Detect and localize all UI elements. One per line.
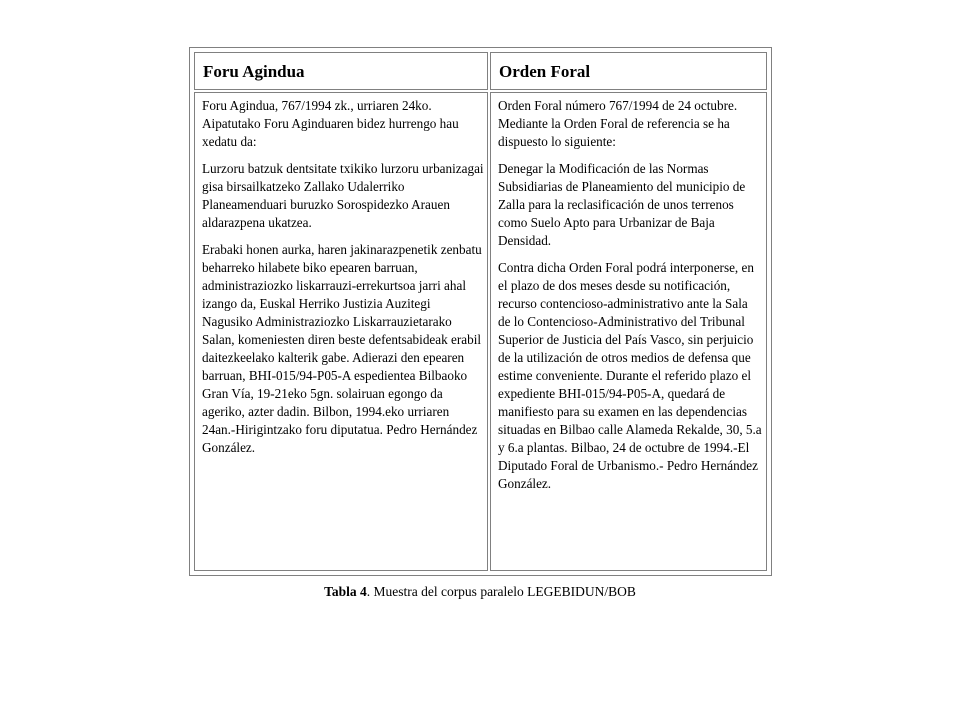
parallel-corpus-table <box>192 50 769 573</box>
table-body-row <box>194 92 767 571</box>
basque-paragraph-2: Lurzoru batzuk dentsitate txikiko lurzoru urbanizagai gisa birsailkatzeko Zallako Udalerriko Planeamenduari buruzko Sorospidezko Arauen aldarazpena ukatzea. <box>202 161 484 230</box>
caption-label: Tabla 4 <box>324 584 367 599</box>
basque-text-cell <box>194 92 488 571</box>
header-spanish <box>490 52 767 90</box>
caption-text: . Muestra del corpus paralelo LEGEBIDUN/BOB <box>366 584 636 599</box>
parallel-corpus-table-frame <box>189 47 772 576</box>
header-spanish-label: Orden Foral <box>499 62 591 81</box>
header-basque <box>194 52 488 90</box>
spanish-paragraph-2: Denegar la Modificación de las Normas Subsidiarias de Planeamiento del municipio de Zalla para la reclasificación de unos terrenos como Suelo Apto para Urbanizar de Baja Densidad. <box>498 161 746 248</box>
header-basque-label: Foru Agindua <box>203 62 305 81</box>
spanish-paragraph-3: Contra dicha Orden Foral podrá interponerse, en el plazo de dos meses desde su notificación, recurso contencioso-administrativo ante la Sala de lo Contencioso-Administrativo del Tribunal Superior de Justicia del País Vasco, sin perjuicio de la utilización de otros medios de defensa que estime conveniente. Durante el referido plazo el expediente BHI-015/94-P05-A, quedará de manifiesto para su examen en las dependencias situadas en Bilbao calle Alameda Rekalde, 30, 5.a y 6.a plantas. Bilbao, 24 de octubre de 1994.-El Diputado Foral de Urbanismo.- Pedro Hernández González. <box>498 260 762 491</box>
table-caption <box>0 583 960 601</box>
spanish-paragraph-1: Orden Foral número 767/1994 de 24 octubre. Mediante la Orden Foral de referencia se ha dispuesto lo siguiente: <box>498 98 738 149</box>
basque-paragraph-3: Erabaki honen aurka, haren jakinarazpenetik zenbatu beharreko hilabete biko epearen barruan, administraziozko liskarrauzi-errekurtsoa jarri ahal izango da, Euskal Herriko Justizia Auzitegi Nagusiko Administraziozko Liskarrauzietarako Salan, komeniesten diren beste defentsabideak erabil daitezkeelako kalterik gabe. Adierazi den epearen barruan, BHI-015/94-P05-A espedientea Bilbaoko Gran Vía, 19-21eko 5gn. solairuan egongo da ageriko, azter dadin. Bilbon, 1994.eko urriaren 24an.-Hirigintzako foru diputatua. Pedro Hernández González. <box>202 242 482 455</box>
basque-paragraph-1: Foru Agindua, 767/1994 zk., urriaren 24ko. Aipatutako Foru Aginduaren bidez hurrengo hau xedatu da: <box>202 98 459 149</box>
spanish-text-cell <box>490 92 767 571</box>
table-header-row <box>194 52 767 90</box>
